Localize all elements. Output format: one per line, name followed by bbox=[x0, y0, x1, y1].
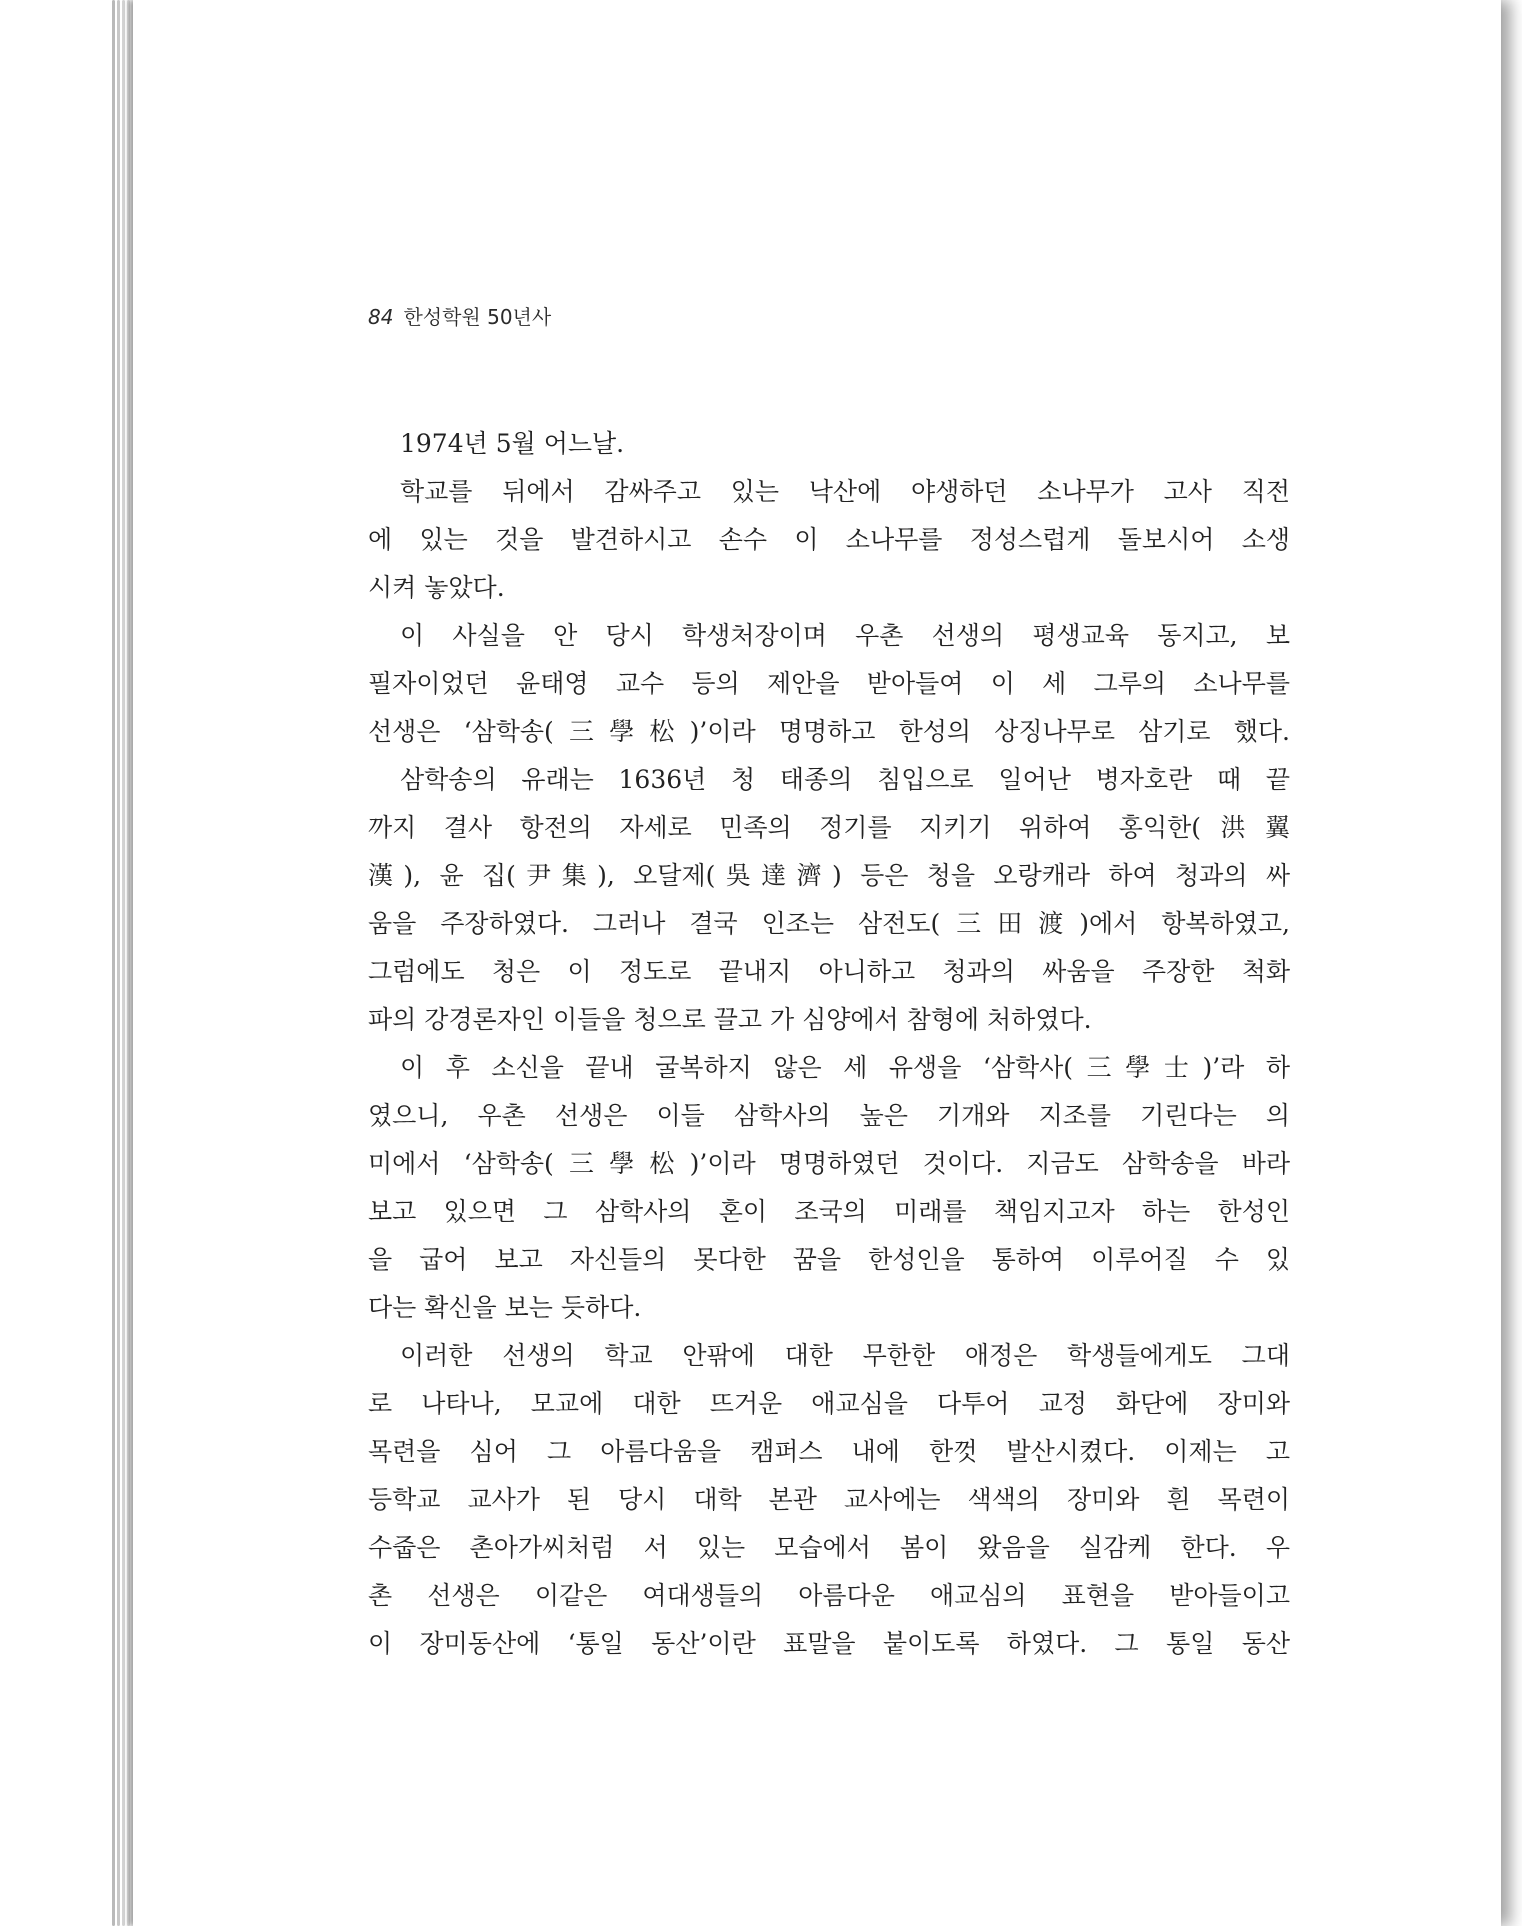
text-line: 에 있는 것을 발견하시고 손수 이 소나무를 정성스럽게 돌보시어 소생 bbox=[368, 525, 1290, 554]
running-header bbox=[368, 301, 551, 330]
text-line: 이 장미동산에 ‘통일 동산’이란 표말을 붙이도록 하였다. 그 통일 동산 bbox=[368, 1629, 1290, 1658]
page-number: 84 bbox=[368, 305, 394, 329]
text-line: 까지 결사 항전의 자세로 민족의 정기를 지키기 위하여 홍익한(洪翼 bbox=[368, 813, 1290, 842]
text-line: 파의 강경론자인 이들을 청으로 끌고 가 심양에서 참형에 처하였다. bbox=[368, 1005, 1092, 1034]
text-line: 목련을 심어 그 아름다움을 캠퍼스 내에 한껏 발산시켰다. 이제는 고 bbox=[368, 1437, 1290, 1466]
page-edge bbox=[117, 0, 120, 1926]
text-line: 이 사실을 안 당시 학생처장이며 우촌 선생의 평생교육 동지고, 보 bbox=[400, 621, 1290, 650]
text-line: 미에서 ‘삼학송(三學松)’이라 명명하였던 것이다. 지금도 삼학송을 바라 bbox=[368, 1149, 1290, 1178]
text-line: 삼학송의 유래는 1636년 청 태종의 침입으로 일어난 병자호란 때 끝 bbox=[400, 765, 1290, 794]
text-line: 漢), 윤 집(尹集), 오달제(吳達濟) 등은 청을 오랑캐라 하여 청과의 싸 bbox=[368, 861, 1290, 890]
page-edge bbox=[122, 0, 125, 1926]
text-line: 필자이었던 윤태영 교수 등의 제안을 받아들여 이 세 그루의 소나무를 bbox=[368, 669, 1290, 698]
text-line: 선생은 ‘삼학송(三學松)’이라 명명하고 한성의 상징나무로 삼기로 했다. bbox=[368, 717, 1290, 746]
text-line: 였으니, 우촌 선생은 이들 삼학사의 높은 기개와 지조를 기린다는 의 bbox=[368, 1101, 1290, 1130]
text-line: 다는 확신을 보는 듯하다. bbox=[368, 1293, 642, 1322]
text-line: 촌 선생은 이같은 여대생들의 아름다운 애교심의 표현을 받아들이고 bbox=[368, 1581, 1290, 1610]
text-line: 그럼에도 청은 이 정도로 끝내지 아니하고 청과의 싸움을 주장한 척화 bbox=[368, 957, 1290, 986]
page-edge bbox=[112, 0, 115, 1926]
text-line: 학교를 뒤에서 감싸주고 있는 낙산에 야생하던 소나무가 고사 직전 bbox=[400, 477, 1290, 506]
text-line: 로 나타나, 모교에 대한 뜨거운 애교심을 다투어 교정 화단에 장미와 bbox=[368, 1389, 1290, 1418]
text-line: 이 후 소신을 끝내 굴복하지 않은 세 유생을 ‘삼학사(三學士)’라 하 bbox=[400, 1053, 1290, 1082]
body-text bbox=[368, 420, 1290, 1668]
text-line: 을 굽어 보고 자신들의 못다한 꿈을 한성인을 통하여 이루어질 수 있 bbox=[368, 1245, 1290, 1274]
text-line: 이러한 선생의 학교 안팎에 대한 무한한 애정은 학생들에게도 그대 bbox=[400, 1341, 1290, 1370]
running-title: 한성학원 50년사 bbox=[403, 305, 552, 329]
text-line: 등학교 교사가 된 당시 대학 본관 교사에는 색색의 장미와 흰 목련이 bbox=[368, 1485, 1290, 1514]
text-line: 움을 주장하였다. 그러나 결국 인조는 삼전도(三田渡)에서 항복하였고, bbox=[368, 909, 1290, 938]
text-line: 1974년 5월 어느날. bbox=[400, 429, 625, 458]
page-edge bbox=[127, 0, 130, 1926]
text-line: 시켜 놓았다. bbox=[368, 573, 505, 602]
text-line: 수줍은 촌아가씨처럼 서 있는 모습에서 봄이 왔음을 실감케 한다. 우 bbox=[368, 1533, 1290, 1562]
text-line: 보고 있으면 그 삼학사의 혼이 조국의 미래를 책임지고자 하는 한성인 bbox=[368, 1197, 1290, 1226]
